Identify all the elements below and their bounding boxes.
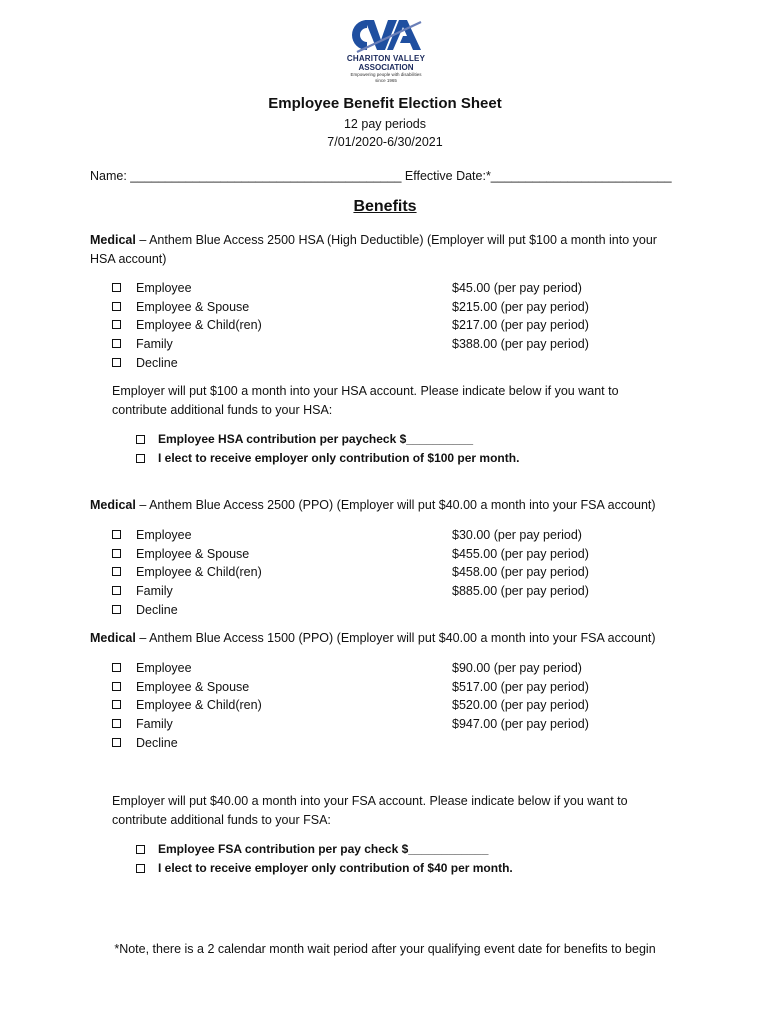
checkbox[interactable] — [136, 864, 145, 873]
option-label: Employee — [136, 528, 192, 542]
checkbox[interactable] — [136, 435, 145, 444]
plan-options-hsa — [112, 279, 632, 372]
hsa-contribution-option[interactable] — [136, 430, 656, 449]
option-row[interactable] — [112, 696, 632, 715]
pay-periods: 12 pay periods — [343, 117, 426, 131]
option-row[interactable] — [112, 316, 632, 335]
checkbox[interactable] — [112, 358, 121, 367]
option-row[interactable] — [112, 678, 632, 697]
option-price: $45.00 (per pay period) — [452, 281, 582, 295]
hsa-employer-only-option[interactable] — [136, 449, 656, 468]
checkbox[interactable] — [112, 567, 121, 576]
logo-tagline: Empowering people with disabilities — [350, 72, 422, 77]
option-label: Employee & Spouse — [136, 679, 250, 694]
fsa-employer-only-option[interactable] — [136, 859, 656, 878]
plan-label: Medical — [90, 233, 136, 247]
checkbox[interactable] — [112, 320, 121, 329]
checkbox[interactable] — [112, 605, 121, 614]
option-price: $517.00 (per pay period) — [452, 679, 589, 694]
plan-options-ppo-2500 — [112, 526, 632, 619]
checkbox[interactable] — [112, 700, 121, 709]
option-price: $90.00 (per pay period) — [452, 661, 582, 675]
plan-heading-ppo-2500 — [90, 496, 680, 515]
plan-description: – Anthem Blue Access 2500 (PPO) (Employer will put $40.00 a month into your FSA account) — [135, 498, 656, 512]
option-price: $455.00 (per pay period) — [452, 546, 589, 561]
checkbox[interactable] — [112, 738, 121, 747]
option-row[interactable] — [112, 279, 632, 298]
option-row[interactable] — [112, 715, 632, 734]
option-row[interactable] — [112, 298, 632, 317]
option-label: Decline — [136, 355, 178, 370]
plan-description: – Anthem Blue Access 1500 (PPO) (Employer will put $40.00 a month into your FSA account) — [135, 631, 656, 645]
option-label: Employee — [136, 281, 192, 295]
option-price: $458.00 (per pay period) — [452, 565, 589, 580]
option-label: I elect to receive employer only contribution of $40 per month. — [158, 861, 513, 875]
option-price: $388.00 (per pay period) — [452, 337, 589, 352]
logo-org-line2: ASSOCIATION — [358, 63, 414, 72]
checkbox[interactable] — [136, 454, 145, 463]
option-price: $520.00 (per pay period) — [452, 698, 589, 713]
option-label: Family — [136, 717, 173, 732]
checkbox[interactable] — [112, 283, 121, 292]
cva-logo — [338, 16, 434, 90]
cva-logo-mark — [347, 16, 425, 54]
option-label: Employee — [136, 661, 192, 675]
option-label: Employee & Spouse — [136, 546, 250, 561]
fsa-contribution-option[interactable] — [136, 840, 656, 859]
plan-description: – Anthem Blue Access 2500 HSA (High Deductible) (Employer will put $100 a month into your HSA account) — [90, 233, 657, 266]
option-label: Employee & Child(ren) — [136, 698, 262, 713]
checkbox[interactable] — [112, 530, 121, 539]
option-row[interactable] — [112, 734, 632, 753]
option-row[interactable] — [112, 545, 632, 564]
name-effective-date-line: Name: _______________________________________ Effective Date:*__________________________ — [90, 169, 672, 183]
option-label: Family — [136, 584, 173, 599]
plan-options-ppo-1500 — [112, 659, 632, 752]
plan-heading-hsa — [90, 231, 680, 269]
option-label: Decline — [136, 602, 178, 617]
hsa-contribution-options — [136, 430, 656, 468]
option-row[interactable] — [112, 335, 632, 354]
option-price: $885.00 (per pay period) — [452, 584, 589, 599]
option-price: $947.00 (per pay period) — [452, 717, 589, 732]
plan-label: Medical — [90, 631, 136, 645]
plan-label: Medical — [90, 498, 136, 512]
option-price: $217.00 (per pay period) — [452, 318, 589, 333]
option-price: $30.00 (per pay period) — [452, 528, 582, 542]
fsa-note: Employer will put $40.00 a month into your FSA account. Please indicate below if you want to contribute additional funds to your FSA: — [112, 794, 628, 827]
document-title: Employee Benefit Election Sheet — [268, 95, 502, 112]
option-label: Employee HSA contribution per paycheck $__________ — [158, 432, 474, 446]
checkbox[interactable] — [112, 549, 121, 558]
benefits-heading: Benefits — [353, 198, 417, 215]
checkbox[interactable] — [112, 302, 121, 311]
checkbox[interactable] — [112, 586, 121, 595]
footnote: *Note, there is a 2 calendar month wait period after your qualifying event date for benefits to begin — [114, 942, 656, 956]
fsa-contribution-options — [136, 840, 656, 878]
option-label: Employee & Child(ren) — [136, 565, 262, 580]
option-row[interactable] — [112, 563, 632, 582]
checkbox[interactable] — [136, 845, 145, 854]
plan-heading-ppo-1500 — [90, 629, 680, 648]
logo-org-line1: CHARITON VALLEY — [346, 54, 426, 63]
option-price: $215.00 (per pay period) — [452, 299, 589, 314]
option-label: I elect to receive employer only contribution of $100 per month. — [158, 451, 520, 465]
option-row[interactable] — [112, 526, 632, 545]
logo-since: since 1965 — [375, 78, 397, 83]
checkbox[interactable] — [112, 682, 121, 691]
checkbox[interactable] — [112, 719, 121, 728]
option-label: Employee & Spouse — [136, 299, 250, 314]
option-label: Employee & Child(ren) — [136, 318, 262, 333]
option-row[interactable] — [112, 354, 632, 373]
option-row[interactable] — [112, 582, 632, 601]
checkbox[interactable] — [112, 663, 121, 672]
option-label: Decline — [136, 735, 178, 750]
option-row[interactable] — [112, 659, 632, 678]
checkbox[interactable] — [112, 339, 121, 348]
option-row[interactable] — [112, 601, 632, 620]
hsa-note: Employer will put $100 a month into your HSA account. Please indicate below if you want to contribute additional funds to your HSA: — [112, 384, 619, 417]
plan-year: 7/01/2020-6/30/2021 — [327, 135, 443, 149]
option-label: Employee FSA contribution per pay check $____________ — [158, 842, 489, 856]
option-label: Family — [136, 337, 173, 352]
